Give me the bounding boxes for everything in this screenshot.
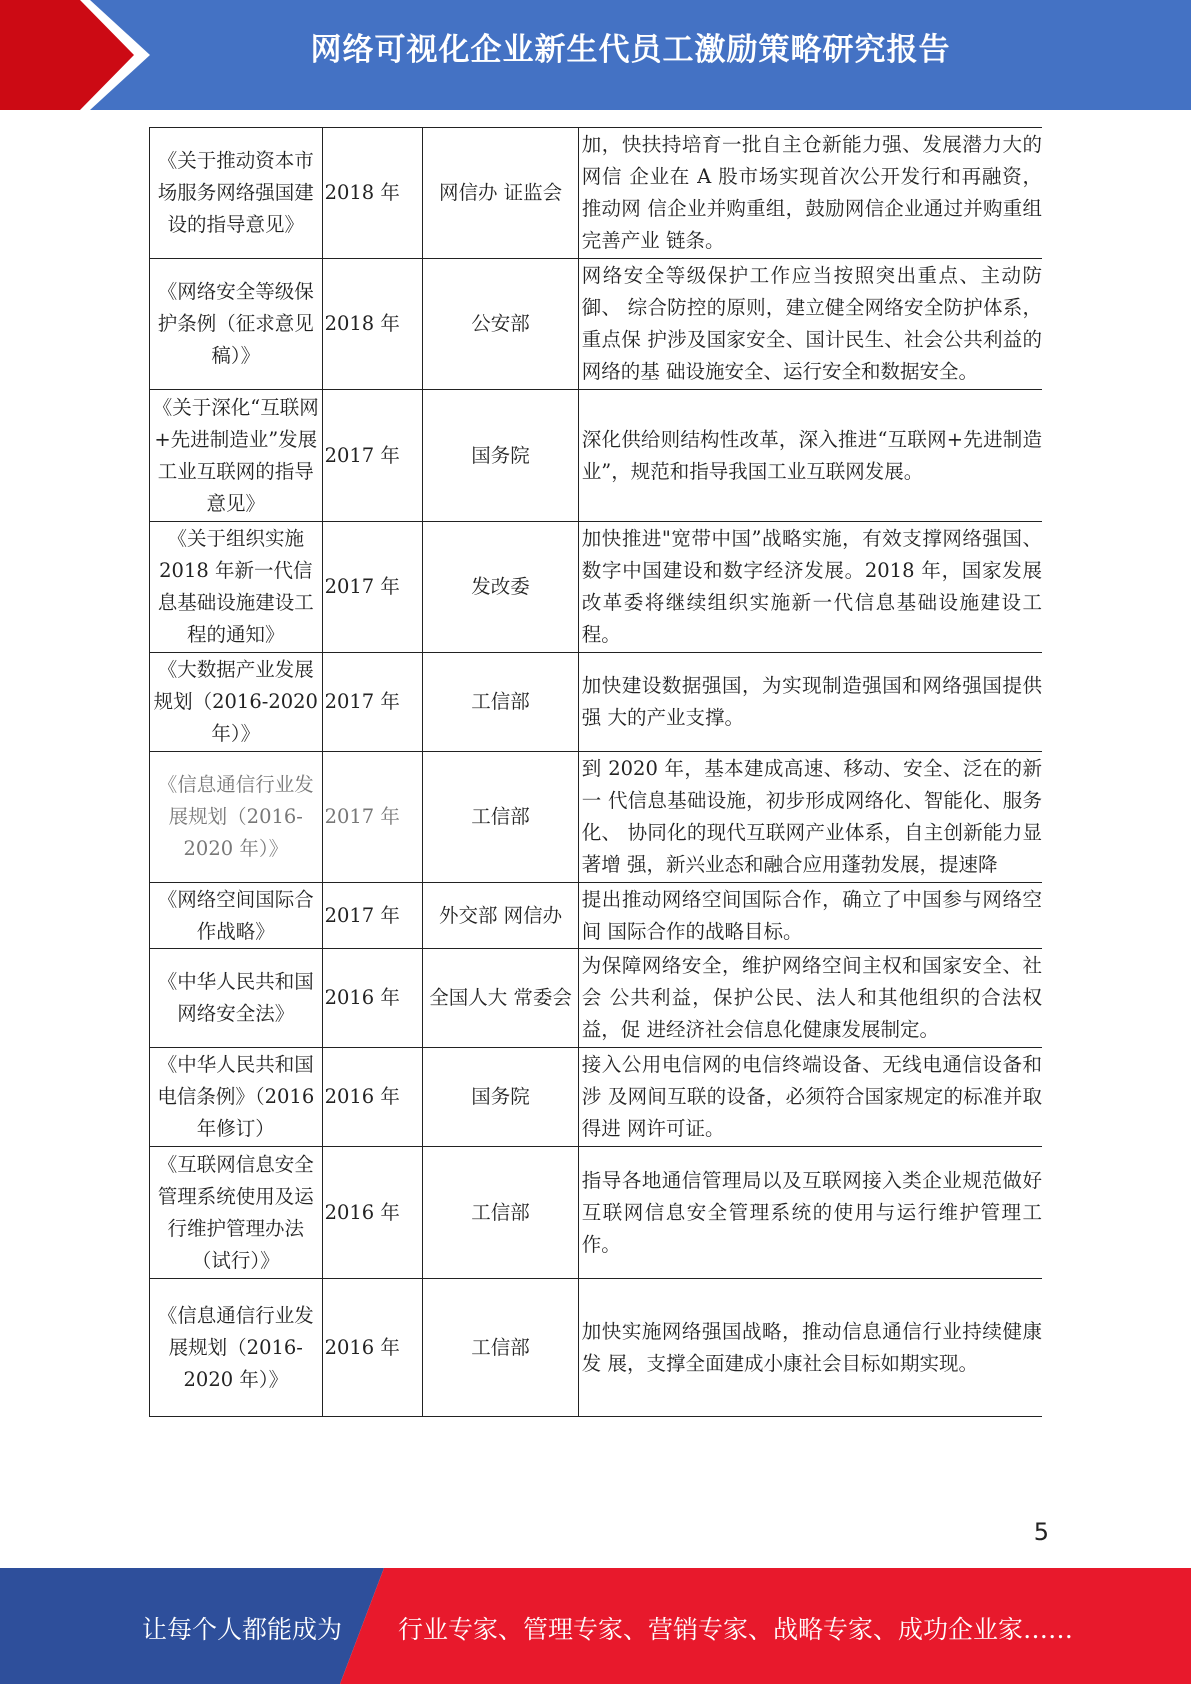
footer-slogan-left: 让每个人都能成为 [142,1615,343,1644]
policy-dept: 发改委 [423,522,578,653]
policy-content: 加快推进"宽带中国”战略实施，有效支撑网络强国、数字中国建设和数字经济发展。2018 年，国家发展改革委将继续组织实施新一代信息基础设施建设工程。 [578,522,1042,653]
policy-content: 加，快扶持培育一批自主仓新能力强、发展潜力大的网信 企业在 A 股市场实现首次公开发行和再融资，推动网 信企业并购重组，鼓励网信企业通过并购重组完善产业 链条。 [578,128,1042,259]
policy-table [149,127,1042,1417]
table-row [150,259,1043,390]
header-arrow-graphic [0,0,160,110]
policy-title: 《关于组织实施 2018 年新一代信息基础设施建设工程的通知》 [150,522,323,653]
policy-dept: 工信部 [423,1279,578,1417]
table-row [150,752,1043,883]
page-footer [0,1568,1191,1684]
policy-title: 《关于深化“互联网+先进制造业”发展工业互联网的指导意见》 [150,390,323,522]
policy-dept: 工信部 [423,1147,578,1279]
table-row [150,390,1043,522]
policy-year: 2017 年 [322,653,423,752]
policy-title: 《关于推动资本市场服务网络强国建设的指导意见》 [150,128,323,259]
policy-dept: 工信部 [423,752,578,883]
policy-dept: 网信办 证监会 [423,128,578,259]
policy-year: 2017 年 [322,752,423,883]
table-row [150,522,1043,653]
policy-content: 提出推动网络空间国际合作，确立了中国参与网络空间 国际合作的战略目标。 [578,883,1042,949]
policy-content: 指导各地通信管理局以及互联网接入类企业规范做好 互联网信息安全管理系统的使用与运行维护管理工作。 [578,1147,1042,1279]
policy-title: 《网络空间国际合作战略》 [150,883,323,949]
policy-dept: 工信部 [423,653,578,752]
policy-content: 加快建设数据强国，为实现制造强国和网络强国提供强 大的产业支撑。 [578,653,1042,752]
policy-year: 2017 年 [322,883,423,949]
policy-year: 2018 年 [322,128,423,259]
policy-content: 加快实施网络强国战略，推动信息通信行业持续健康发 展，支撑全面建成小康社会目标如期实现。 [578,1279,1042,1417]
policy-dept: 全国人大 常委会 [423,949,578,1048]
table-row [150,128,1043,259]
policy-dept: 国务院 [423,390,578,522]
policy-title: 《网络安全等级保护条例（征求意见稿）》 [150,259,323,390]
page-header [0,0,1191,110]
policy-title: 《信息通信行业发展规划（2016-2020 年）》 [150,1279,323,1417]
policy-content: 到 2020 年，基本建成高速、移动、安全、泛在的新一 代信息基础设施，初步形成网络化、智能化、服务化、 协同化的现代互联网产业体系，自主创新能力显著增 强，新兴业态和融合应用蓬勃发展，提速降 [578,752,1042,883]
table-row [150,1279,1043,1417]
policy-dept: 外交部 网信办 [423,883,578,949]
report-title: 网络可视化企业新生代员工激励策略研究报告 [310,32,951,68]
footer-slogan-right: 行业专家、管理专家、营销专家、战略专家、成功企业家…… [398,1615,1074,1644]
policy-content: 深化供给则结构性改革，深入推进“互联网+先进制造 业”，规范和指导我国工业互联网发展。 [578,390,1042,522]
policy-year: 2016 年 [322,1279,423,1417]
policy-title: 《信息通信行业发展规划（2016-2020 年）》 [150,752,323,883]
policy-content: 接入公用电信网的电信终端设备、无线电通信设备和涉 及网间互联的设备，必须符合国家规定的标准并取得进 网许可证。 [578,1048,1042,1147]
policy-dept: 国务院 [423,1048,578,1147]
policy-content: 网络安全等级保护工作应当按照突出重点、主动防御、 综合防控的原则，建立健全网络安全防护体系，重点保 护涉及国家安全、国计民生、社会公共利益的网络的基 础设施安全、运行安全和数据安全。 [578,259,1042,390]
policy-content: 为保障网络安全，维护网络空间主权和国家安全、社会 公共利益，保护公民、法人和其他组织的合法权益，促 进经济社会信息化健康发展制定。 [578,949,1042,1048]
page-number: 5 [1033,1518,1049,1546]
policy-title: 《中华人民共和国网络安全法》 [150,949,323,1048]
table-row [150,1048,1043,1147]
table-row [150,883,1043,949]
policy-year: 2018 年 [322,259,423,390]
policy-title: 《中华人民共和国电信条例》（2016 年修订） [150,1048,323,1147]
policy-year: 2017 年 [322,390,423,522]
policy-title: 《大数据产业发展规划（2016-2020 年）》 [150,653,323,752]
policy-year: 2017 年 [322,522,423,653]
policy-year: 2016 年 [322,1147,423,1279]
table-row [150,1147,1043,1279]
policy-year: 2016 年 [322,1048,423,1147]
policy-dept: 公安部 [423,259,578,390]
policy-year: 2016 年 [322,949,423,1048]
table-row [150,949,1043,1048]
table-row [150,653,1043,752]
policy-title: 《互联网信息安全管理系统使用及运行维护管理办法（试行）》 [150,1147,323,1279]
